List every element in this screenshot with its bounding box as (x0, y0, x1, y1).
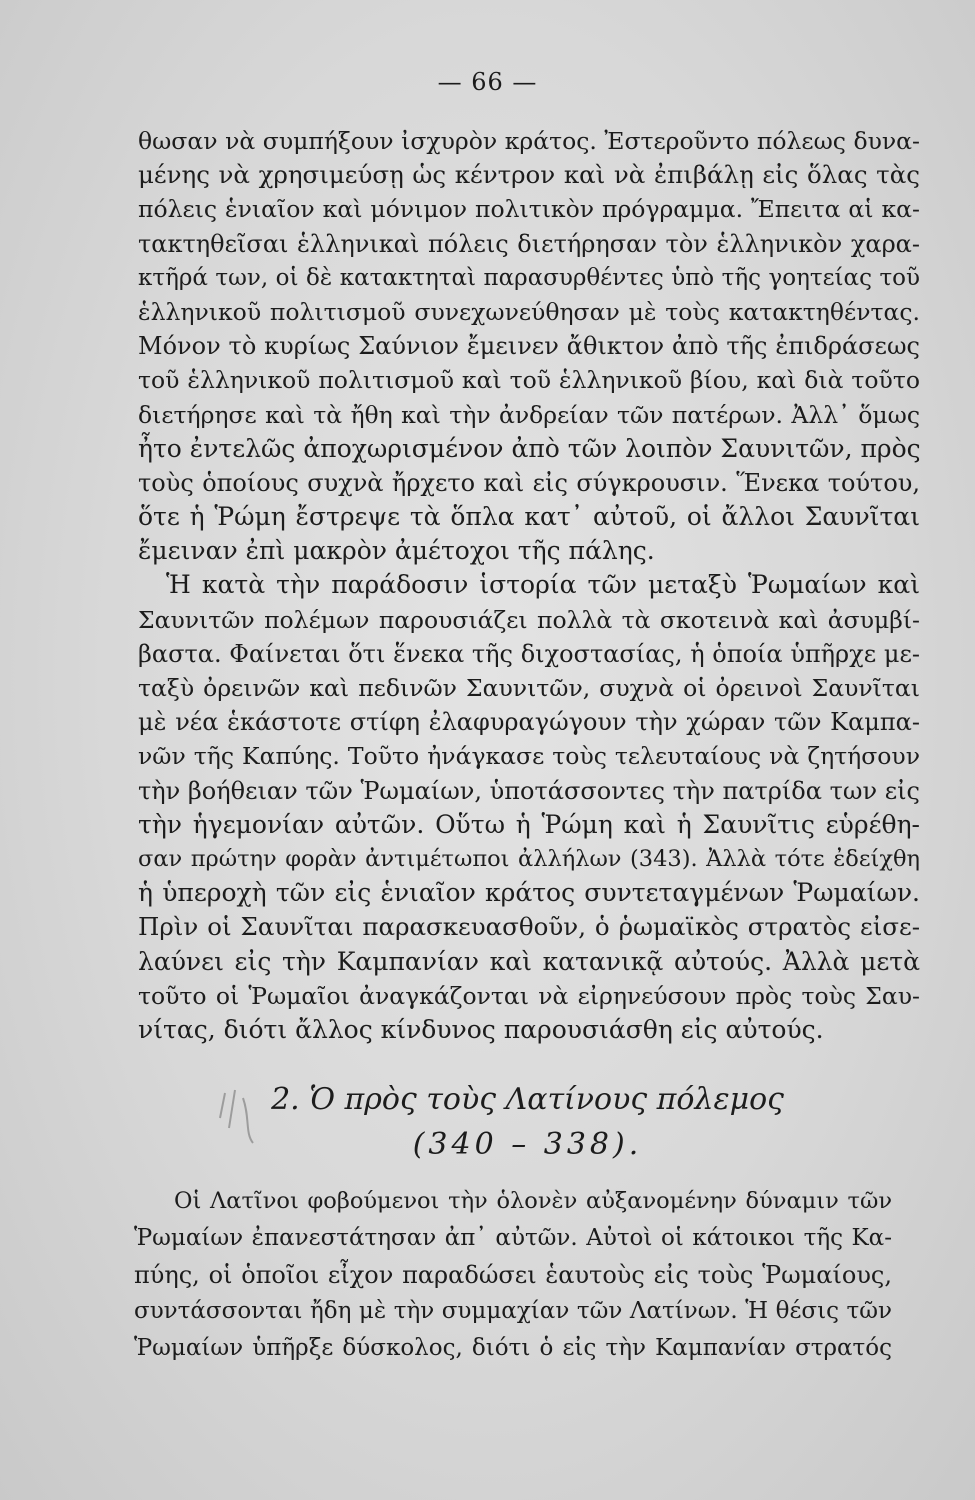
text-line: ἡ ὑπεροχὴ τῶν εἰς ἑνιαῖον κράτος συντεταγμένων Ῥωμαίων. (138, 878, 920, 908)
text-line: τὴν βοήθειαν τῶν Ῥωμαίων, ὑποτάσσοντες τὴν πατρίδα των εἰς (138, 776, 920, 805)
text-line: ἦτο ἐντελῶς ἀποχωρισμένον ἀπὸ τῶν λοιπὸν Σαυνιτῶν, πρὸς (138, 433, 921, 463)
paragraph-block-1 (138, 124, 920, 1047)
text-line: τοῦτο οἱ Ῥωμαῖοι ἀναγκάζονται νὰ εἰρηνεύσουν πρὸς τοὺς Σαυ- (138, 981, 920, 1010)
text-line: ὅτε ἡ Ῥώμη ἔστρεψε τὰ ὅπλα κατ᾽ αὐτοῦ, οἱ ἄλλοι Σαυνῖται (138, 502, 920, 532)
text-line: Ῥωμαίων ὑπῆρξε δύσκολος, διότι ὁ εἰς τὴν Καμπανίαν στρατός (134, 1335, 892, 1362)
text-line: ἔμειναν ἐπὶ μακρὸν ἀμέτοχοι τῆς πάλης. (138, 536, 655, 566)
text-line: Ἡ κατὰ τὴν παράδοσιν ἱστορία τῶν μεταξὺ Ῥωμαίων καὶ (166, 570, 920, 600)
text-line: Μόνον τὸ κυρίως Σαύνιον ἔμεινεν ἄθικτον ἀπὸ τῆς ἐπιδράσεως (138, 332, 920, 361)
text-line: τακτηθεῖσαι ἑλληνικαὶ πόλεις διετήρησαν τὸν ἑλληνικὸν χαρα- (138, 229, 920, 258)
text-line: διετήρησε καὶ τὰ ἤθη καὶ τὴν ἀνδρείαν τῶν πατέρων. Ἀλλ᾽ ὅμως (138, 400, 920, 429)
text-line: νίτας, διότι ἄλλος κίνδυνος παρουσιάσθη εἰς αὐτούς. (138, 1014, 824, 1044)
text-line: μὲ νέα ἑκάστοτε στίφη ἐλαφυραγώγουν τὴν χώραν τῶν Καμπα- (138, 708, 920, 737)
section-heading-dates: (340 – 338). (412, 1127, 643, 1162)
page-number: — 66 — (437, 68, 538, 96)
text-line: νῶν τῆς Καπύης. Τοῦτο ἠνάγκασε τοὺς τελευταίους νὰ ζητήσουν (138, 742, 920, 771)
text-line: Πρὶν οἱ Σαυνῖται παρασκευασθοῦν, ὁ ῥωμαϊκὸς στρατὸς εἰσε- (138, 912, 920, 942)
text-line: κτῆρά των, οἱ δὲ κατακτηταὶ παρασυρθέντες ὑπὸ τῆς γοητείας τοῦ (138, 264, 920, 291)
text-line: Ῥωμαίων ἐπανεστάτησαν ἀπ᾽ αὐτῶν. Αὐτοὶ οἱ κάτοικοι τῆς Κα- (134, 1224, 892, 1251)
text-line: πύης, οἱ ὁποῖοι εἶχον παραδώσει ἑαυτοὺς εἰς τοὺς Ῥωμαίους, (134, 1260, 892, 1289)
text-line: βαστα. Φαίνεται ὅτι ἕνεκα τῆς διχοστασίας, ἡ ὁποία ὑπῆρχε με- (138, 639, 920, 668)
text-line: μένης νὰ χρησιμεύσῃ ὡς κέντρον καὶ νὰ ἐπιβάλῃ εἰς ὅλας τὰς (138, 160, 920, 190)
text-line: συντάσσονται ἤδη μὲ τὴν συμμαχίαν τῶν Λατίνων. Ἡ θέσις τῶν (134, 1298, 892, 1325)
text-line: ἑλληνικοῦ πολιτισμοῦ συνεχωνεύθησαν μὲ τοὺς κατακτηθέντας. (138, 297, 920, 326)
section-heading-title: 2. Ὁ πρὸς τοὺς Λατίνους πόλεμος (271, 1082, 784, 1117)
text-line: τοὺς ὁποίους συχνὰ ἤρχετο καὶ εἰς σύγκρουσιν. Ἕνεκα τούτου, (138, 468, 920, 497)
text-line: τοῦ ἑλληνικοῦ πολιτισμοῦ καὶ τοῦ ἑλληνικοῦ βίου, καὶ διὰ τοῦτο (138, 366, 920, 395)
text-line: λαύνει εἰς τὴν Καμπανίαν καὶ κατανικᾷ αὐτούς. Ἀλλὰ μετὰ (138, 946, 920, 976)
text-line: Σαυνιτῶν πολέμων παρουσιάζει πολλὰ τὰ σκοτεινὰ καὶ ἀσυμβί- (138, 605, 920, 634)
text-line: σαν πρώτην φορὰν ἀντιμέτωποι ἀλλήλων (343). Ἀλλὰ τότε ἐδείχθη (138, 845, 920, 872)
paragraph-block-2 (134, 1183, 892, 1367)
text-line: πόλεις ἑνιαῖον καὶ μόνιμον πολιτικὸν πρόγραμμα. Ἔπειτα αἱ κα- (138, 195, 920, 224)
text-line: Οἱ Λατῖνοι φοβούμενοι τὴν ὁλονὲν αὐξανομένην δύναμιν τῶν (174, 1188, 892, 1214)
text-line: τὴν ἡγεμονίαν αὐτῶν. Οὕτω ἡ Ῥώμη καὶ ἡ Σαυνῖτις εὑρέθη- (138, 809, 920, 839)
text-line: θωσαν νὰ συμπήξουν ἰσχυρὸν κράτος. Ἐστεροῦντο πόλεως δυνα- (138, 127, 920, 155)
text-line: ταξὺ ὀρεινῶν καὶ πεδινῶν Σαυνιτῶν, συχνὰ οἱ ὀρεινοὶ Σαυνῖται (138, 674, 920, 702)
